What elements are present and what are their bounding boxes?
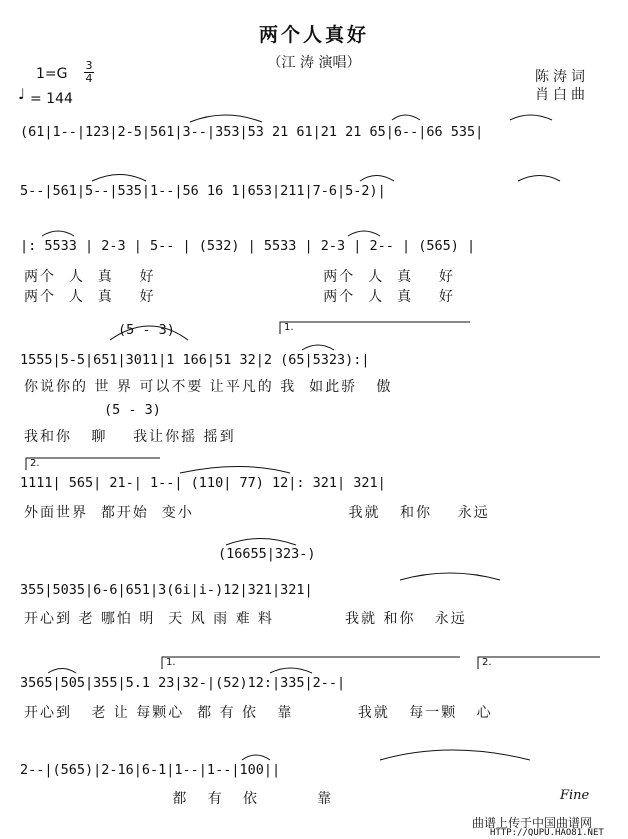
quarter-note-icon: ♩ <box>18 85 26 103</box>
slur-17 <box>380 750 530 760</box>
slur-2 <box>392 115 420 120</box>
overlay-notation-4: (5 - 3) <box>118 322 175 338</box>
slur-7 <box>42 231 74 236</box>
slur-13 <box>400 573 500 580</box>
lyric-line-6: 开心到 老 哪怕 明 天 风 雨 难 料 我就 和你 永远 <box>24 611 467 627</box>
slur-3 <box>510 115 552 120</box>
notation-line-4: 1555|5-5|651|3011|1 166|51 32|2 (65|5323):| <box>20 352 370 368</box>
footer-url: HTTP://QUPU.HAO81.NET <box>490 828 604 838</box>
volta-1-bracket-a <box>280 322 470 334</box>
lyric-line-5: 外面世界 都开始 变小 我就 和你 永远 <box>24 505 490 521</box>
slur-6 <box>518 176 560 182</box>
time-signature-bottom: 4 <box>85 72 93 85</box>
song-title: 两个人真好 <box>258 24 369 46</box>
slur-4 <box>92 175 146 182</box>
song-subtitle: （江 涛 演唱） <box>267 55 361 71</box>
time-signature-top: 3 <box>85 59 93 72</box>
lyric-line-3a: 两个 人 真 好 两个 人 真 好 <box>24 269 455 285</box>
notation-line-7: 3565|505|355|5.1 23|32-|(52)12:|335|2--| <box>20 675 346 691</box>
fine-marking: Fine <box>560 788 590 803</box>
slur-9 <box>110 326 188 340</box>
volta-1-label-a: 1. <box>284 322 294 333</box>
slur-10 <box>302 345 334 350</box>
notation-line-5: 1111| 565| 21-| 1--| (110| 77) 12|: 321| 321| <box>20 475 386 491</box>
notation-line-6: 355|5035|6-6|651|3(6i|i-)12|321|321| <box>20 582 313 598</box>
lyric-line-4: 你说你的 世 界 可以不要 让平凡的 我 如此骄 傲 <box>24 379 393 395</box>
footer-watermark: 曲谱上传于中国曲谱网 <box>472 816 593 830</box>
overlay-notation-4b: (5 - 3) <box>104 402 161 418</box>
lyric-line-3b: 两个 人 真 好 两个 人 真 好 <box>24 289 455 305</box>
volta-1-label-b: 1. <box>166 657 176 668</box>
slur-15 <box>270 668 312 673</box>
lyricist-credit: 陈涛词 <box>535 69 589 85</box>
volta-2-label-a: 2. <box>30 458 40 469</box>
slur-8 <box>348 231 380 236</box>
slur-14 <box>48 669 76 674</box>
notation-line-8: 2--|(565)|2-16|6-1|1--|1--|100|| <box>20 762 281 778</box>
notation-line-2: 5--|561|5--|535|1--|56 16 1|653|211|7-6|5-2)| <box>20 183 386 199</box>
volta-1-bracket-b <box>162 657 460 669</box>
slur-12 <box>226 539 296 546</box>
key-signature: 1=G <box>36 66 68 82</box>
notation-line-1: (61|1--|123|2-5|561|3--|353|53 21 61|21 21 65|6--|66 535| <box>20 124 484 140</box>
slur-5 <box>360 176 394 182</box>
lyric-line-4b: 我和你 聊 我让你摇 摇到 <box>24 429 236 445</box>
volta-2-bracket-b <box>478 657 600 669</box>
volta-2-label-b: 2. <box>482 657 492 668</box>
composer-credit: 肖白曲 <box>535 87 589 103</box>
volta-2-bracket-a <box>26 458 160 470</box>
slur-11 <box>180 467 290 474</box>
slur-1 <box>190 115 262 122</box>
overlay-notation-6: (16655|323-) <box>218 546 316 562</box>
slur-16 <box>242 755 270 760</box>
notation-line-3: |: 5533 | 2-3 | 5-- | (532) | 5533 | 2-3 | 2-- | (565) | <box>20 238 476 254</box>
lyric-line-7: 开心到 老 让 每颗心 都 有 依 靠 我就 每一颗 心 <box>24 705 493 721</box>
lyric-line-8: 都 有 依 靠 <box>24 791 334 807</box>
tempo-marking: = 144 <box>30 91 73 107</box>
